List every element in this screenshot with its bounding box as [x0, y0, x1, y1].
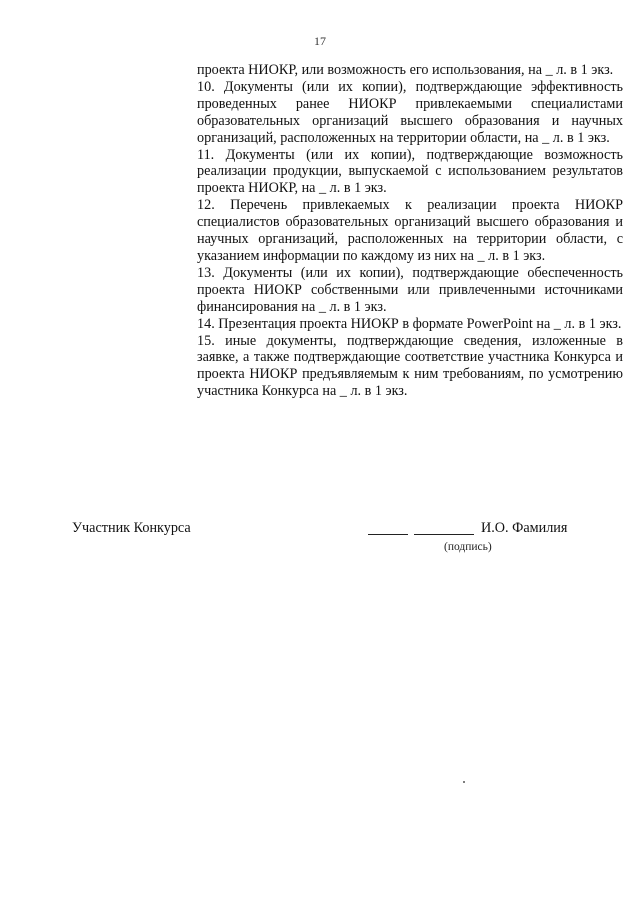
list-item-10: 10. Документы (или их копии), подтверждающие эффективность проведенных ранее НИОКР привлекаемыми специалистами образовательных организаций высшего образования и научных организаций, расположенных на территории области, на _ л. в 1 экз.	[197, 78, 623, 146]
signature-caption: (подпись)	[444, 541, 492, 553]
page-number: 17	[314, 34, 326, 48]
list-item-15: 15. иные документы, подтверждающие сведения, изложенные в заявке, а также подтверждающие соответствие участника Конкурса и проекта НИОКР предъявляемым к ним требованиям, по усмотрению участника Конкурса на _ л. в 1 экз.	[197, 332, 623, 400]
participant-label: Участник Конкурса	[72, 520, 191, 536]
scan-speck	[463, 781, 465, 783]
name-placeholder: И.О. Фамилия	[481, 520, 568, 536]
signature-line-gap	[408, 533, 414, 536]
document-body	[197, 62, 623, 400]
list-item-14: 14. Презентация проекта НИОКР в формате PowerPoint на _ л. в 1 экз.	[197, 315, 622, 332]
signature-line	[368, 534, 474, 535]
list-item-12: 12. Перечень привлекаемых к реализации проекта НИОКР специалистов образовательных организаций высшего образования и научных организаций, расположенных на территории области, с указанием информации по каждому из них на _ л. в 1 экз.	[197, 197, 623, 264]
list-item-continuation: проекта НИОКР, или возможность его использования, на _ л. в 1 экз.	[197, 62, 614, 78]
list-item-13: 13. Документы (или их копии), подтверждающие обеспеченность проекта НИОКР собственными или привлеченными источниками финансирования на _ л. в 1 экз.	[197, 264, 623, 315]
list-item-11: 11. Документы (или их копии), подтверждающие возможность реализации продукции, выпускаемой с использованием результатов проекта НИОКР, на _ л. в 1 экз.	[197, 146, 623, 197]
